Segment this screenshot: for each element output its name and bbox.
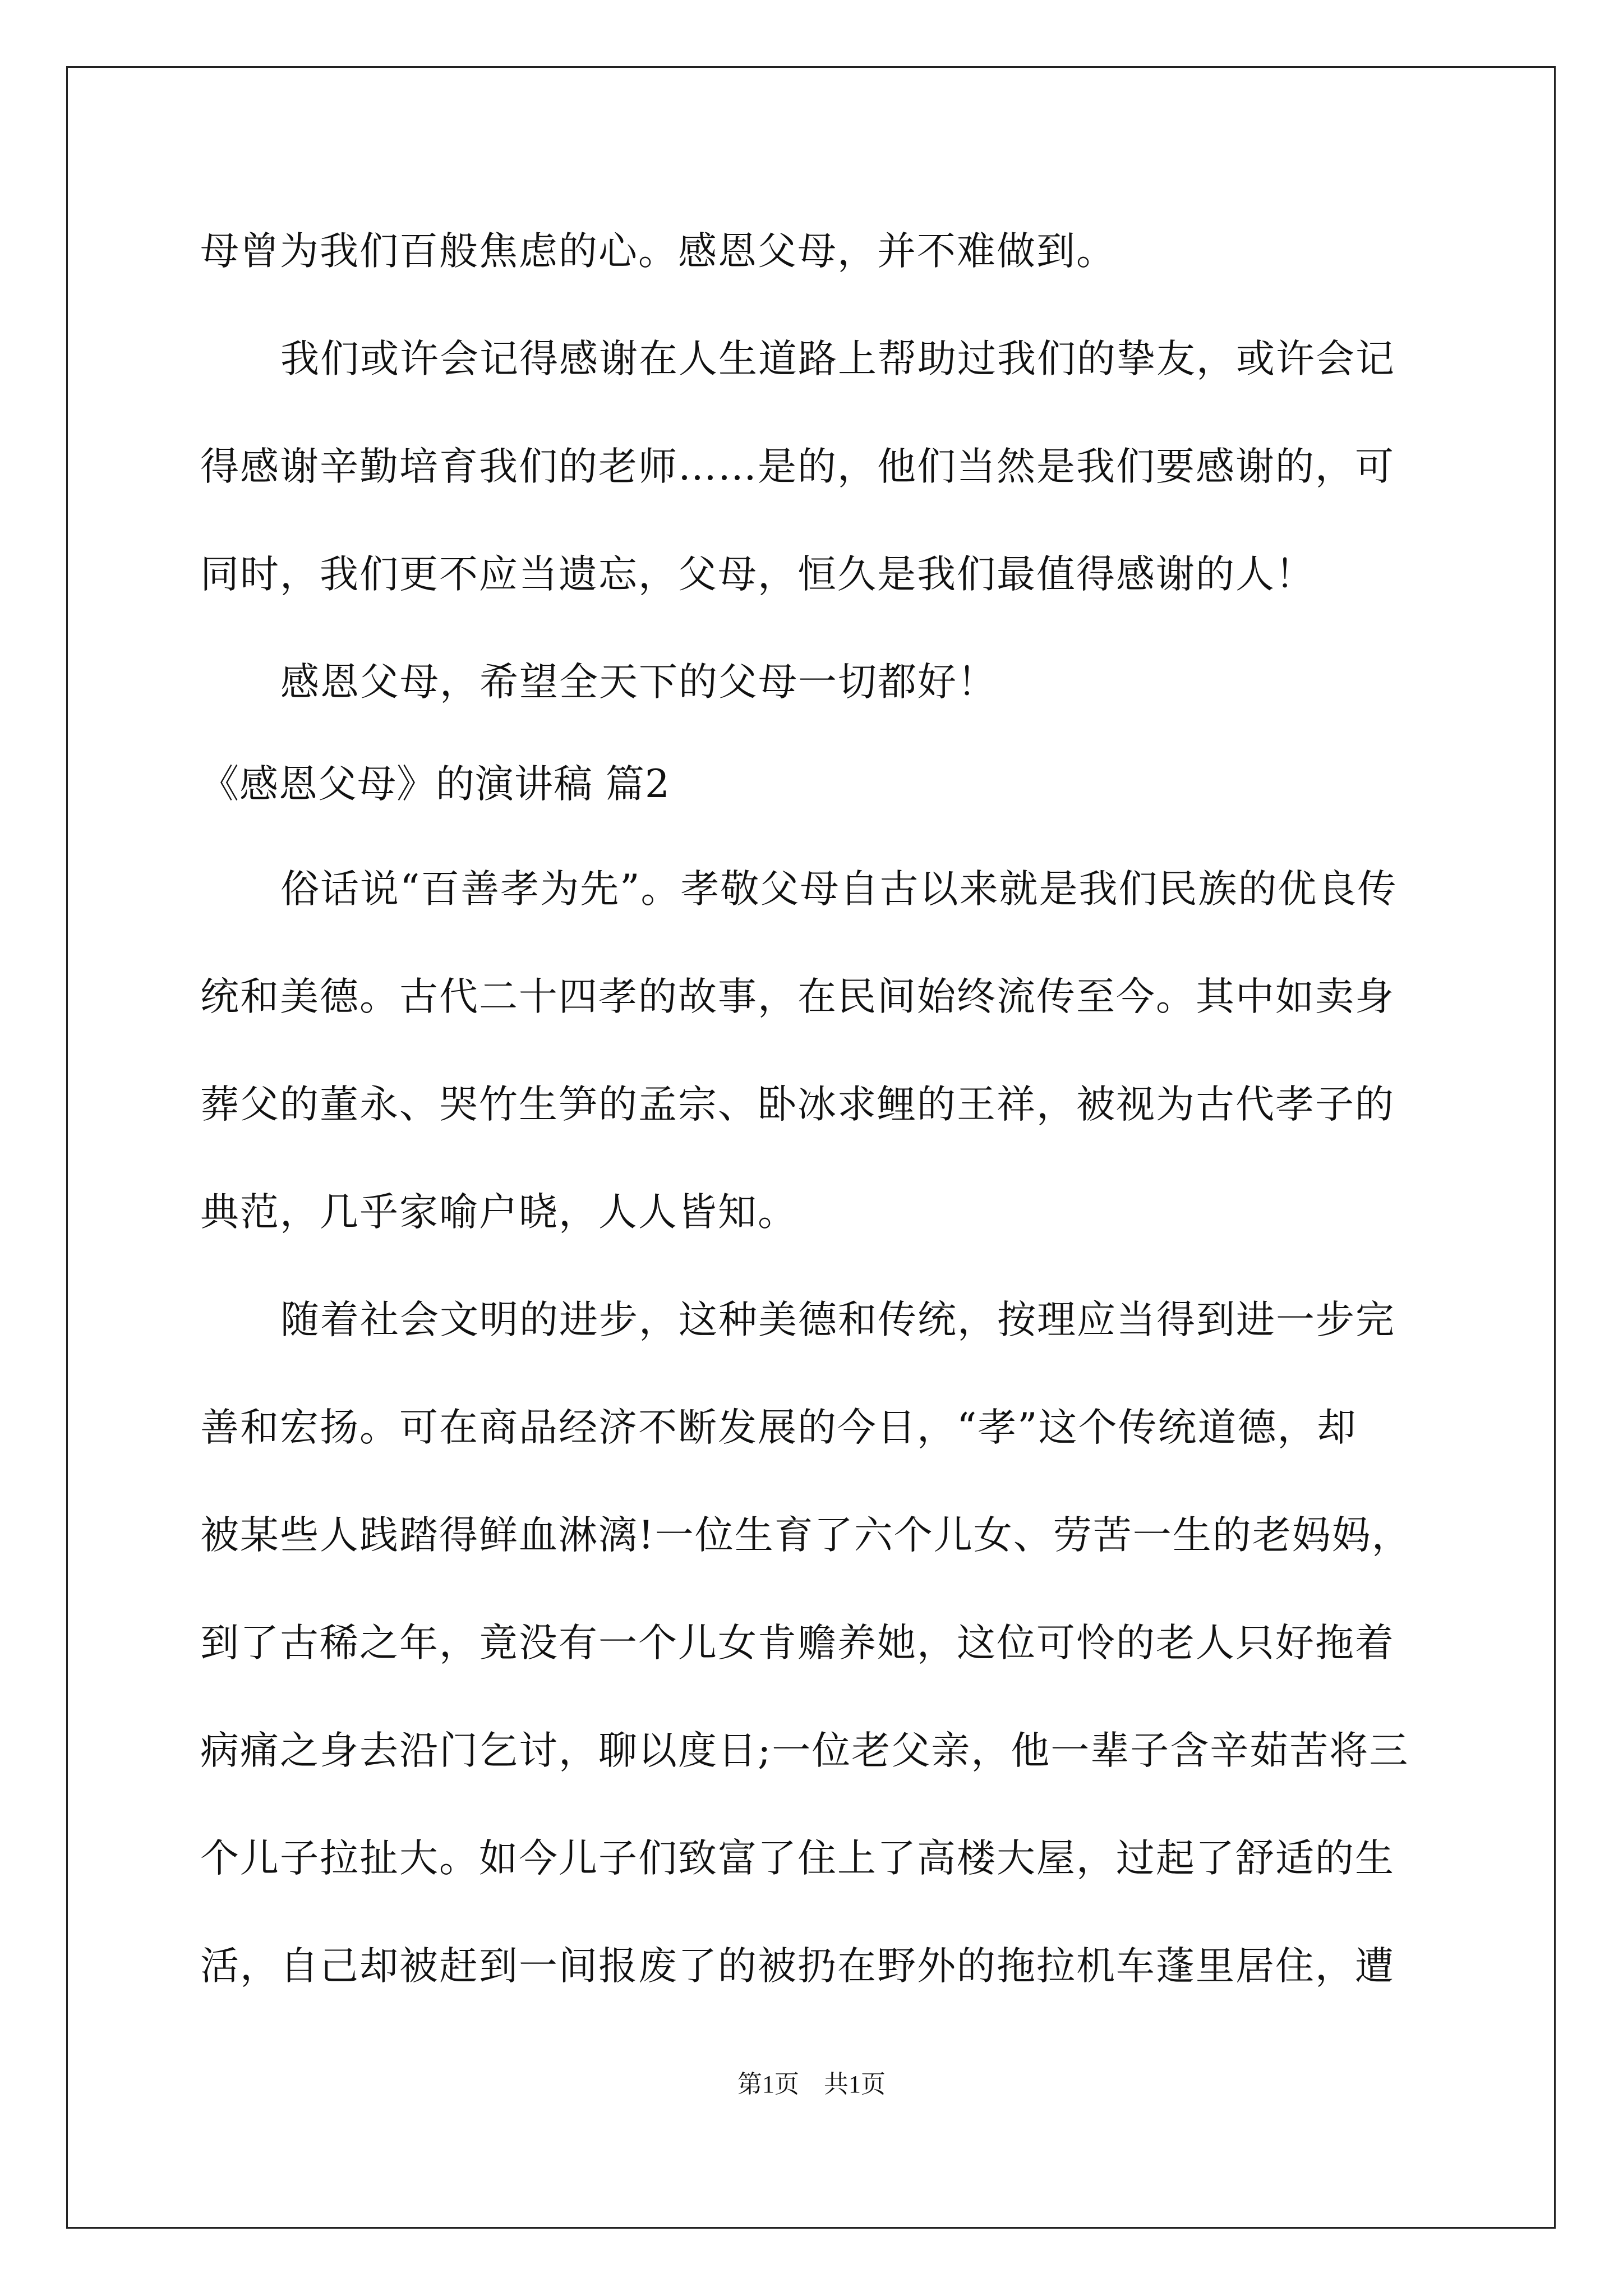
paragraph-line: 随着社会文明的进步，这种美德和传统，按理应当得到进一步完 <box>280 1297 1395 1342</box>
paragraph-line: 同时，我们更不应当遗忘，父母，恒久是我们最值得感谢的人！ <box>200 552 1315 597</box>
page-number-footer: 第1页 共1页 <box>737 2070 886 2098</box>
paragraph-line: 我们或许会记得感谢在人生道路上帮助过我们的挚友，或许会记 <box>280 337 1395 381</box>
paragraph-line: 活，自己却被赶到一间报废了的被扔在野外的拖拉机车蓬里居住，遭 <box>200 1944 1395 1989</box>
paragraph-line: 感恩父母，希望全天下的父母一切都好！ <box>280 660 997 705</box>
paragraph-line: 典范，几乎家喻户晓，人人皆知。 <box>200 1190 797 1235</box>
paragraph-line: 母曾为我们百般焦虑的心。感恩父母，并不难做到。 <box>200 229 1116 274</box>
paragraph-line: 俗话说“百善孝为先”。孝敬父母自古以来就是我们民族的优良传 <box>280 867 1398 912</box>
paragraph-line: 病痛之身去沿门乞讨，聊以度日;一位老父亲，他一辈子含辛茹苦将三 <box>200 1728 1409 1773</box>
paragraph-line: 善和宏扬。可在商品经济不断发展的今日，“孝”这个传统道德，却 <box>200 1405 1357 1450</box>
paragraph-line: 统和美德。古代二十四孝的故事，在民间始终流传至今。其中如卖身 <box>200 974 1395 1019</box>
paragraph-line: 得感谢辛勤培育我们的老师……是的，他们当然是我们要感谢的，可 <box>200 444 1395 489</box>
paragraph-line: 个儿子拉扯大。如今儿子们致富了住上了高楼大屋，过起了舒适的生 <box>200 1836 1395 1881</box>
paragraph-line: 葬父的董永、哭竹生笋的孟宗、卧冰求鲤的王祥，被视为古代孝子的 <box>200 1082 1395 1127</box>
page-frame <box>66 66 1556 2229</box>
paragraph-line: 被某些人践踏得鲜血淋漓!一位生育了六个儿女、劳苦一生的老妈妈， <box>200 1513 1412 1558</box>
paragraph-line: 到了古稀之年，竟没有一个儿女肯赡养她，这位可怜的老人只好拖着 <box>200 1621 1395 1665</box>
section-heading: 《感恩父母》的演讲稿 篇2 <box>200 762 670 807</box>
